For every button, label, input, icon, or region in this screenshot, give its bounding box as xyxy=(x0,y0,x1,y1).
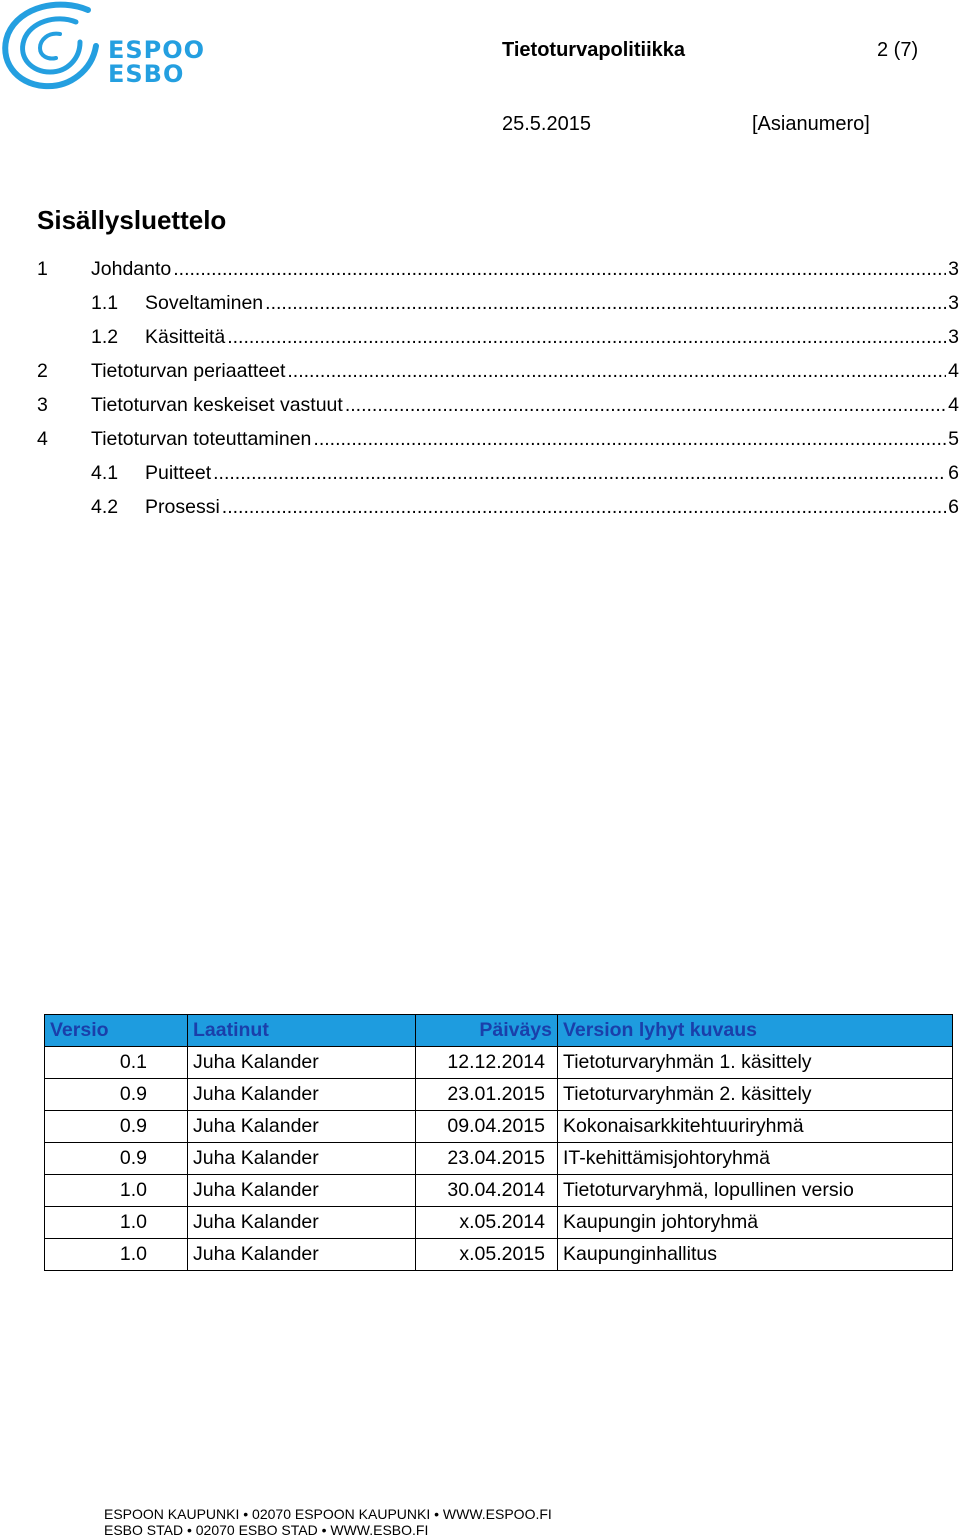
toc-entry-number: 4.1 xyxy=(91,462,119,484)
toc-dot-leader xyxy=(287,360,946,383)
author-cell: Juha Kalander xyxy=(188,1239,416,1271)
toc-entry[interactable] xyxy=(0,326,960,360)
document-title: Tietoturvapolitiikka xyxy=(502,39,686,61)
toc-dot-leader xyxy=(313,428,946,451)
toc-entry[interactable] xyxy=(0,258,960,292)
author-cell: Juha Kalander xyxy=(188,1175,416,1207)
version-history-table xyxy=(44,1014,953,1271)
description-cell: Kaupungin johtoryhmä xyxy=(558,1207,953,1239)
description-cell: IT-kehittämisjohtoryhmä xyxy=(558,1143,953,1175)
toc-entry-number: 1.1 xyxy=(91,292,119,314)
author-cell: Juha Kalander xyxy=(188,1047,416,1079)
toc-entry-page: 6 xyxy=(948,462,959,484)
toc-entry-title: Tietoturvan keskeiset vastuut xyxy=(91,394,343,416)
toc-entry[interactable] xyxy=(0,496,960,530)
toc-entry-page: 4 xyxy=(948,394,959,416)
author-cell: Juha Kalander xyxy=(188,1079,416,1111)
version-cell: 1.0 xyxy=(45,1175,188,1207)
column-header-date: Päiväys xyxy=(416,1015,558,1047)
author-cell: Juha Kalander xyxy=(188,1111,416,1143)
page-number: 2 (7) xyxy=(877,39,919,61)
toc-entry-title: Prosessi xyxy=(145,496,220,518)
description-cell: Tietoturvaryhmä, lopullinen versio xyxy=(558,1175,953,1207)
toc-entry-title: Käsitteitä xyxy=(145,326,226,348)
date-cell: 30.04.2014 xyxy=(416,1175,558,1207)
logo-line-esbo: ESBO xyxy=(108,60,185,88)
table-row xyxy=(45,1079,953,1111)
column-header-description: Version lyhyt kuvaus xyxy=(558,1015,953,1047)
version-cell: 0.1 xyxy=(45,1047,188,1079)
table-row xyxy=(45,1207,953,1239)
toc-entry-number: 1.2 xyxy=(91,326,119,348)
toc-dot-leader xyxy=(173,258,946,281)
version-cell: 0.9 xyxy=(45,1143,188,1175)
version-cell: 1.0 xyxy=(45,1239,188,1271)
toc-entry-number: 4.2 xyxy=(91,496,119,518)
toc-entry[interactable] xyxy=(0,292,960,326)
description-cell: Tietoturvaryhmän 1. käsittely xyxy=(558,1047,953,1079)
toc-entry-page: 4 xyxy=(948,360,959,382)
toc-entry-number: 1 xyxy=(37,258,48,280)
toc-entry-title: Tietoturvan toteuttaminen xyxy=(91,428,312,450)
date-cell: x.05.2014 xyxy=(416,1207,558,1239)
toc-dot-leader xyxy=(222,496,946,519)
table-row xyxy=(45,1047,953,1079)
toc-entry[interactable] xyxy=(0,394,960,428)
toc-entry[interactable] xyxy=(0,462,960,496)
date-cell: x.05.2015 xyxy=(416,1239,558,1271)
document-date: 25.5.2015 xyxy=(502,113,591,135)
toc-dot-leader xyxy=(227,326,946,349)
date-cell: 09.04.2015 xyxy=(416,1111,558,1143)
table-row xyxy=(45,1143,953,1175)
author-cell: Juha Kalander xyxy=(188,1143,416,1175)
toc-entry[interactable] xyxy=(0,428,960,462)
table-header-row xyxy=(45,1015,953,1047)
date-cell: 23.01.2015 xyxy=(416,1079,558,1111)
toc-dot-leader xyxy=(265,292,946,315)
table-row xyxy=(45,1111,953,1143)
espoo-swirl-icon xyxy=(0,0,110,100)
table-of-contents xyxy=(0,258,960,530)
description-cell: Kaupunginhallitus xyxy=(558,1239,953,1271)
description-cell: Kokonaisarkkitehtuuriryhmä xyxy=(558,1111,953,1143)
version-cell: 0.9 xyxy=(45,1079,188,1111)
column-header-version: Versio xyxy=(45,1015,188,1047)
toc-entry-page: 3 xyxy=(948,258,959,280)
version-cell: 1.0 xyxy=(45,1207,188,1239)
logo-line-espoo: ESPOO xyxy=(108,36,206,64)
toc-entry-page: 3 xyxy=(948,292,959,314)
espoo-logo xyxy=(0,0,206,100)
table-row xyxy=(45,1239,953,1271)
description-cell: Tietoturvaryhmän 2. käsittely xyxy=(558,1079,953,1111)
version-cell: 0.9 xyxy=(45,1111,188,1143)
author-cell: Juha Kalander xyxy=(188,1207,416,1239)
toc-entry-title: Soveltaminen xyxy=(145,292,264,314)
toc-entry-page: 3 xyxy=(948,326,959,348)
case-number: [Asianumero] xyxy=(752,113,870,135)
footer-line-1: ESPOON KAUPUNKI • 02070 ESPOON KAUPUNKI • WWW.ESPOO.FI xyxy=(104,1506,552,1522)
toc-entry-number: 2 xyxy=(37,360,48,382)
toc-entry-page: 5 xyxy=(948,428,959,450)
toc-heading: Sisällysluettelo xyxy=(37,205,227,235)
date-cell: 12.12.2014 xyxy=(416,1047,558,1079)
footer-line-2: ESBO STAD • 02070 ESBO STAD • WWW.ESBO.FI xyxy=(104,1522,429,1538)
toc-entry[interactable] xyxy=(0,360,960,394)
toc-entry-title: Johdanto xyxy=(91,258,172,280)
column-header-author: Laatinut xyxy=(188,1015,416,1047)
table-row xyxy=(45,1175,953,1207)
toc-dot-leader xyxy=(345,394,946,417)
date-cell: 23.04.2015 xyxy=(416,1143,558,1175)
toc-entry-number: 4 xyxy=(37,428,48,450)
toc-dot-leader xyxy=(213,462,946,485)
toc-entry-title: Puitteet xyxy=(145,462,212,484)
toc-entry-number: 3 xyxy=(37,394,48,416)
toc-entry-page: 6 xyxy=(948,496,959,518)
toc-entry-title: Tietoturvan periaatteet xyxy=(91,360,286,382)
